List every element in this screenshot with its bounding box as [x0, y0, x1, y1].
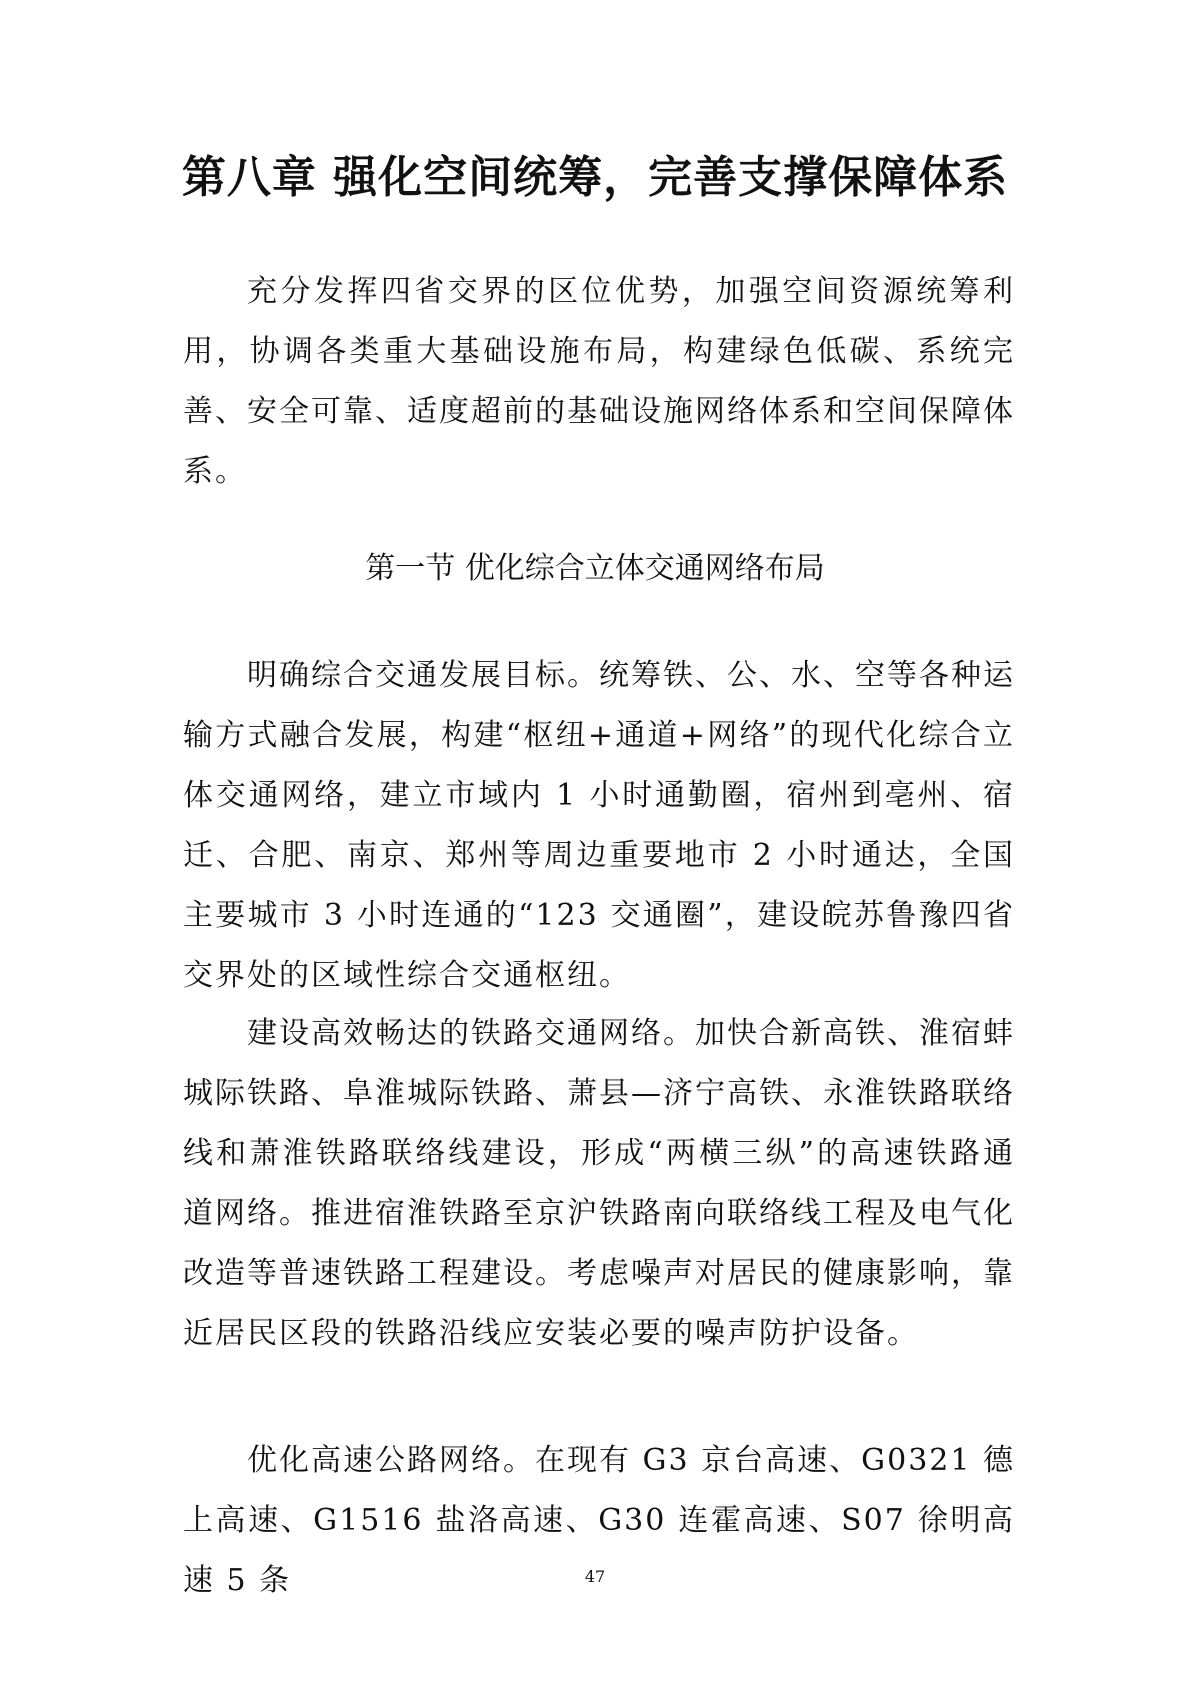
intro-paragraph: 充分发挥四省交界的区位优势，加强空间资源统筹利用，协调各类重大基础设施布局，构建绿色低碳、系统完善、安全可靠、适度超前的基础设施网络体系和空间保障体系。: [183, 274, 1015, 489]
body-paragraph-railway-network: 建设高效畅达的铁路交通网络。加快合新高铁、淮宿蚌城际铁路、阜淮城际铁路、萧县—济宁高铁、永淮铁路联络线和萧淮铁路联络线建设，形成“两横三纵”的高速铁路通道网络。推进宿淮铁路至京沪铁路南向联络线工程及电气化改造等普速铁路工程建设。考虑噪声对居民的健康影响，靠近居民区段的铁路沿线应安装必要的噪声防护设备。: [183, 1016, 1015, 1351]
body-paragraph-traffic-goals: 明确综合交通发展目标。统筹铁、公、水、空等各种运输方式融合发展，构建“枢纽+通道+网络”的现代化综合立体交通网络，建立市域内 1 小时通勤圈，宿州到亳州、宿迁、合肥、南京、郑州等周边重要地市 2 小时通达，全国主要城市 3 小时连通的“123 交通圈”，建设皖苏鲁豫四省交界处的区域性综合交通枢纽。: [183, 658, 1015, 993]
chapter-title: 第八章 强化空间统筹，完善支撑保障体系: [181, 152, 1009, 203]
page-number: 47: [584, 1567, 606, 1586]
section-title: 第一节 优化综合立体交通网络布局: [365, 551, 825, 586]
body-paragraph-highway-network: 优化高速公路网络。在现有 G3 京台高速、G0321 德上高速、G1516 盐洛高速、G30 连霍高速、S07 徐明高速 5 条: [183, 1443, 1015, 1598]
